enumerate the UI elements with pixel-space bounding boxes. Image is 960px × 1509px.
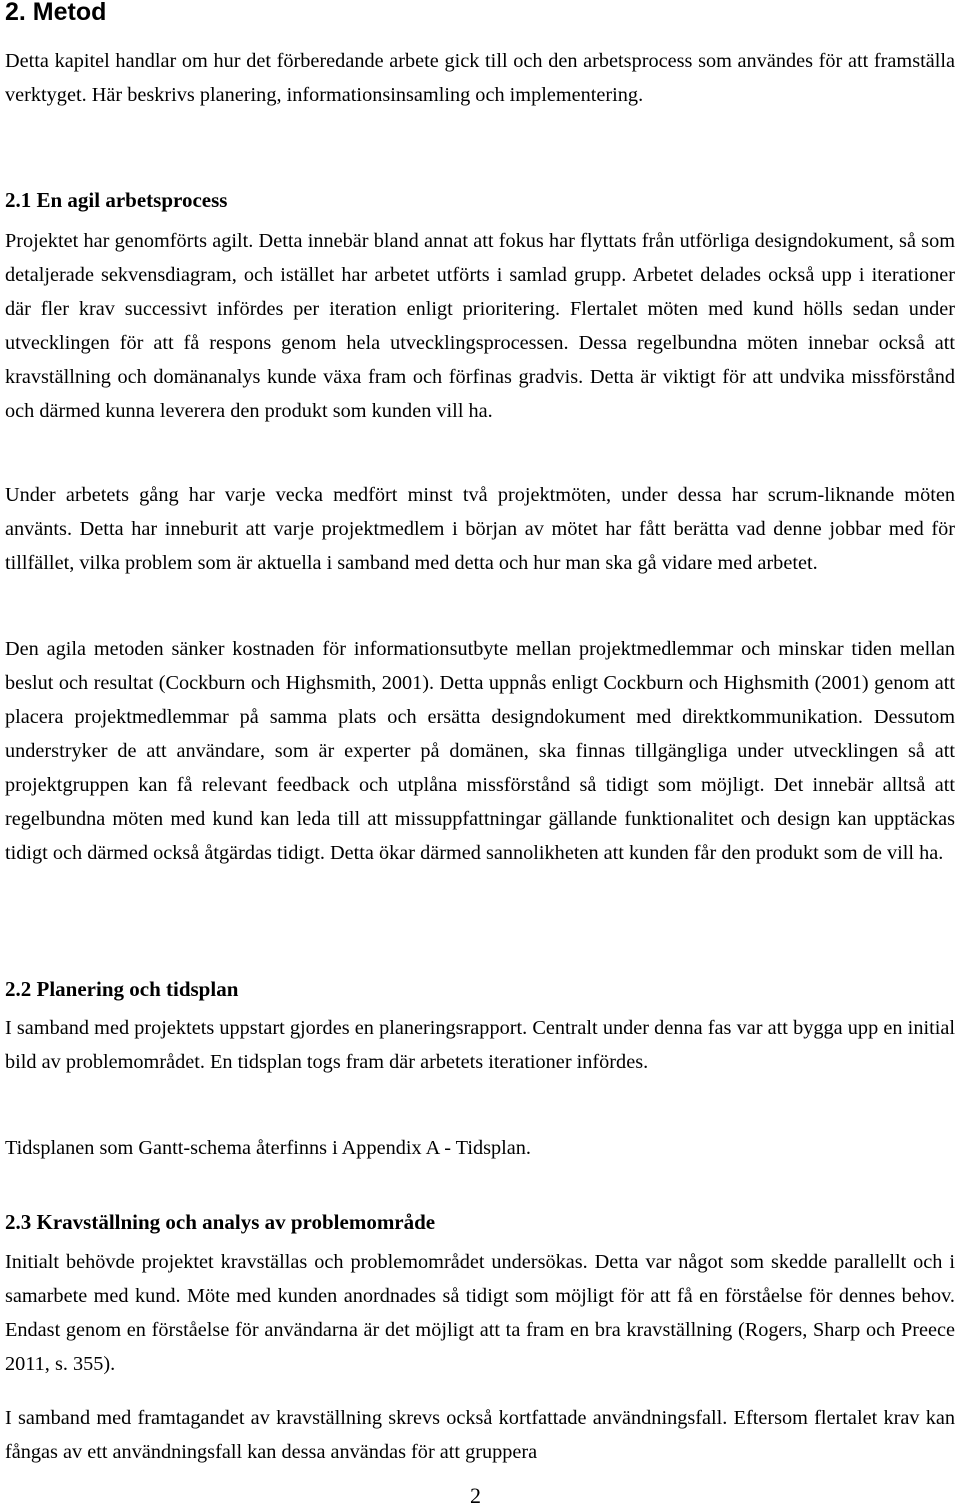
section-2-1-paragraph-1: Projektet har genomförts agilt. Detta innebär bland annat att fokus har flyttats från utförliga designdokument, så som detaljerade sekvensdiagram, och istället har arbetet utförts i samlad grupp. Arbetet delades också upp i iterationer där fler krav successivt infördes per iteration enligt prioritering. Flertalet möten med kund hölls sedan under utvecklingen för att få respons genom hela utvecklingsprocessen. Dessa regelbundna möten innebar också att kravställning och domänanalys kunde växa fram och förfinas gradvis. Detta är viktigt för att undvika missförstånd och därmed kunna leverera den produkt som kunden vill ha. bbox=[5, 230, 955, 422]
chapter-title: 2. Metod bbox=[5, 0, 107, 26]
section-2-3-paragraph-2: I samband med framtagandet av kravställning skrevs också kortfattade användningsfall. Eftersom flertalet krav kan fångas av ett användningsfall kan dessa användas för att gruppera bbox=[5, 1407, 955, 1463]
section-2-2-title: 2.2 Planering och tidsplan bbox=[5, 977, 239, 1001]
section-2-3-paragraph-1: Initialt behövde projektet kravställas och problemområdet undersökas. Detta var något som skedde parallellt och i samarbete med kund. Möte med kunden anordnades så tidigt som möjligt för att få en förståelse för dennes behov. Endast genom en förståelse för användarna är det möjligt att ta fram en bra kravställning (Rogers, Sharp och Preece 2011, s. 355). bbox=[5, 1251, 955, 1375]
section-2-1-paragraph-3: Den agila metoden sänker kostnaden för informationsutbyte mellan projektmedlemmar och minskar tiden mellan beslut och resultat (Cockburn och Highsmith, 2001). Detta uppnås enligt Cockburn och Highsmith (2001) genom att placera projektmedlemmar på samma plats och ersätta designdokument med direktkommunikation. Dessutom understryker de att användare, som är experter på domänen, ska finnas tillgängliga under utvecklingen så att projektgruppen kan få relevant feedback och utplåna missförstånd så tidigt som möjligt. Det innebär alltså att regelbundna möten med kund kan leda till att missuppfattningar gällande funktionalitet och design kan upptäckas tidigt och därmed också åtgärdas tidigt. Detta ökar därmed sannolikheten att kunden får den produkt som de vill ha. bbox=[5, 638, 955, 864]
section-2-2-paragraph-2: Tidsplanen som Gantt-schema återfinns i Appendix A - Tidsplan. bbox=[5, 1137, 531, 1159]
section-2-1-paragraph-2: Under arbetets gång har varje vecka medfört minst två projektmöten, under dessa har scrum-liknande möten använts. Detta har inneburit att varje projektmedlem i början av mötet har fått berätta vad denne jobbar med för tillfället, vilka problem som är aktuella i samband med detta och hur man ska gå vidare med arbetet. bbox=[5, 484, 955, 574]
section-2-1-title: 2.1 En agil arbetsprocess bbox=[5, 188, 228, 212]
page-number: 2 bbox=[470, 1483, 481, 1508]
section-2-3-title: 2.3 Kravställning och analys av problemområde bbox=[5, 1210, 436, 1234]
section-2-2-paragraph-1: I samband med projektets uppstart gjordes en planeringsrapport. Centralt under denna fas var att bygga upp en initial bild av problemområdet. En tidsplan togs fram där arbetets iterationer infördes. bbox=[5, 1017, 955, 1073]
intro-paragraph: Detta kapitel handlar om hur det förberedande arbete gick till och den arbetsprocess som användes för att framställa verktyget. Här beskrivs planering, informationsinsamling och implementering. bbox=[5, 50, 955, 106]
